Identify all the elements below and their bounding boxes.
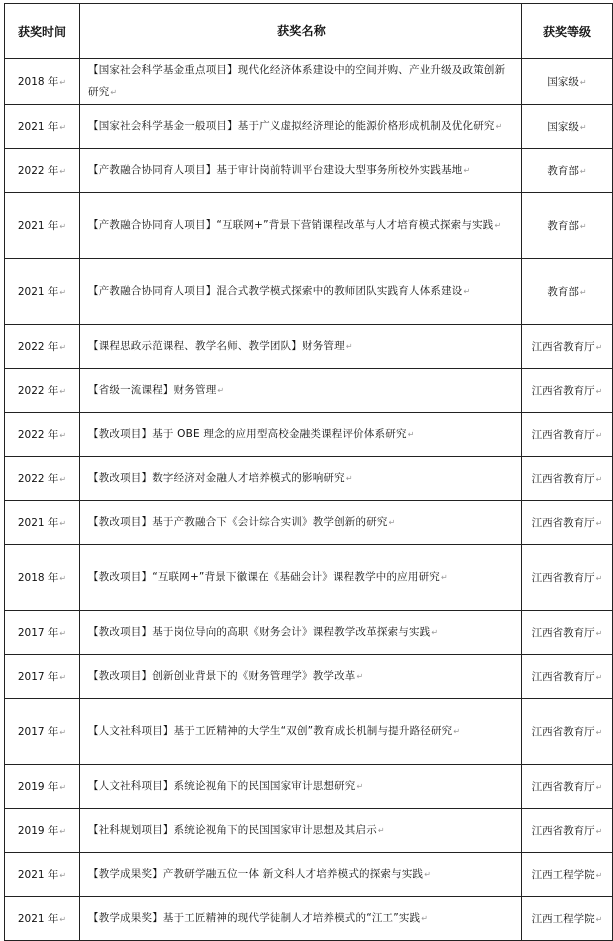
award-time [5,413,80,457]
award-time [5,501,80,545]
return-mark: ↵ [595,431,603,440]
table-row [5,193,613,259]
return-mark: ↵ [431,628,439,637]
award-level [522,149,613,193]
return-mark: ↵ [356,672,364,681]
award-level [522,611,613,655]
table-row [5,149,613,193]
return-mark: ↵ [59,574,67,583]
table-row [5,897,613,941]
table-row [5,853,613,897]
return-mark: ↵ [463,166,471,175]
table-row [5,765,613,809]
return-mark: ↵ [494,221,502,230]
award-name-text: 【教学成果奖】产教研学融五位一体 新文科人才培养模式的探索与实践 [88,868,424,880]
award-level-text: 国家级 [547,76,579,88]
return-mark: ↵ [595,387,603,396]
return-mark: ↵ [407,430,415,439]
award-time [5,853,80,897]
return-mark: ↵ [59,387,67,396]
award-level [522,853,613,897]
award-time-text: 2021 年 [17,220,59,232]
award-name [80,105,522,149]
award-name-text: 【省级一流课程】财务管理 [88,384,217,396]
return-mark: ↵ [595,915,603,924]
award-name-text: 【人文社科项目】基于工匠精神的大学生“双创”教育成长机制与提升路径研究 [88,725,453,737]
award-time-text: 2018 年 [17,572,59,584]
table-row [5,611,613,655]
return-mark: ↵ [59,222,67,231]
award-level-text: 江西省教育厅 [531,517,595,529]
award-name [80,699,522,765]
return-mark: ↵ [59,827,67,836]
return-mark: ↵ [595,728,603,737]
return-mark: ↵ [579,222,587,231]
award-name-text: 【国家社会科学基金一般项目】基于广义虚拟经济理论的能源价格形成机制及优化研究 [88,120,495,132]
award-time [5,611,80,655]
table-body [5,59,613,941]
table-row [5,501,613,545]
award-name-text: 【社科规划项目】系统论视角下的民国国家审计思想及其启示 [88,824,377,836]
return-mark: ↵ [377,826,385,835]
return-mark: ↵ [421,914,429,923]
return-mark: ↵ [579,288,587,297]
award-time [5,369,80,413]
award-name [80,325,522,369]
return-mark: ↵ [345,474,353,483]
award-name [80,655,522,699]
return-mark: ↵ [595,783,603,792]
award-name-text: 【教改项目】“互联网+”背景下徽课在《基础会计》课程教学中的应用研究 [88,571,440,583]
award-time-text: 2021 年 [17,913,59,925]
return-mark: ↵ [59,629,67,638]
award-name [80,149,522,193]
award-time [5,809,80,853]
award-level [522,457,613,501]
award-name-text: 【产教融合协同育人项目】基于审计岗前特训平台建设大型事务所校外实践基地 [88,164,463,176]
award-name [80,501,522,545]
return-mark: ↵ [59,431,67,440]
award-level [522,699,613,765]
award-time-text: 2022 年 [17,341,59,353]
award-time [5,765,80,809]
award-name [80,809,522,853]
return-mark: ↵ [595,871,603,880]
return-mark: ↵ [579,78,587,87]
return-mark: ↵ [59,783,67,792]
return-mark: ↵ [440,573,448,582]
award-name [80,369,522,413]
award-name-text: 【教改项目】数字经济对金融人才培养模式的影响研究 [88,472,345,484]
table-row [5,325,613,369]
award-time-text: 2017 年 [17,726,59,738]
award-time-text: 2017 年 [17,627,59,639]
award-time [5,59,80,105]
header-level: 获奖等级 [522,4,613,59]
award-time-text: 2021 年 [17,286,59,298]
award-name [80,765,522,809]
award-level-text: 江西省教育厅 [531,671,595,683]
award-level-text: 江西省教育厅 [531,572,595,584]
award-name-text: 【产教融合协同育人项目】混合式教学模式探索中的教师团队实践育人体系建设 [88,285,463,297]
award-name [80,611,522,655]
award-level-text: 教育部 [547,220,579,232]
award-level [522,501,613,545]
return-mark: ↵ [59,475,67,484]
award-time-text: 2019 年 [17,825,59,837]
award-level [522,545,613,611]
header-row [5,4,613,59]
award-level-text: 江西省教育厅 [531,627,595,639]
return-mark: ↵ [59,343,67,352]
award-time-text: 2018 年 [17,76,59,88]
header-name: 获奖名称 [80,4,522,59]
award-level-text: 江西省教育厅 [531,429,595,441]
table-row [5,369,613,413]
award-level [522,259,613,325]
award-level-text: 江西省教育厅 [531,341,595,353]
award-name [80,853,522,897]
award-time-text: 2021 年 [17,869,59,881]
award-time [5,325,80,369]
return-mark: ↵ [595,673,603,682]
award-level [522,765,613,809]
award-name [80,193,522,259]
return-mark: ↵ [110,88,118,97]
table-row [5,259,613,325]
award-time-text: 2022 年 [17,165,59,177]
award-name [80,259,522,325]
award-time [5,699,80,765]
award-name-text: 【教改项目】基于岗位导向的高职《财务会计》课程教学改革探索与实践 [88,626,431,638]
award-level-text: 教育部 [547,286,579,298]
return-mark: ↵ [579,167,587,176]
award-time [5,259,80,325]
award-level [522,897,613,941]
return-mark: ↵ [424,870,432,879]
award-name-text: 【课程思政示范课程、教学名师、教学团队】财务管理 [88,340,345,352]
award-level [522,809,613,853]
award-level-text: 江西省教育厅 [531,825,595,837]
award-time [5,105,80,149]
award-time [5,897,80,941]
return-mark: ↵ [59,915,67,924]
table-row [5,699,613,765]
award-time-text: 2022 年 [17,385,59,397]
award-time [5,149,80,193]
award-level-text: 江西工程学院 [531,913,595,925]
return-mark: ↵ [595,629,603,638]
award-level [522,105,613,149]
return-mark: ↵ [59,728,67,737]
table-row [5,457,613,501]
return-mark: ↵ [463,287,471,296]
header-time: 获奖时间 [5,4,80,59]
return-mark: ↵ [453,727,461,736]
award-name [80,59,522,105]
award-time-text: 2022 年 [17,429,59,441]
return-mark: ↵ [59,167,67,176]
table-row [5,545,613,611]
return-mark: ↵ [595,827,603,836]
award-time [5,655,80,699]
return-mark: ↵ [59,871,67,880]
award-level-text: 教育部 [547,165,579,177]
award-name-text: 【人文社科项目】系统论视角下的民国国家审计思想研究 [88,780,356,792]
award-time-text: 2017 年 [17,671,59,683]
return-mark: ↵ [595,519,603,528]
awards-table [4,3,613,941]
award-level-text: 江西省教育厅 [531,473,595,485]
award-name-text: 【教改项目】基于产教融合下《会计综合实训》教学创新的研究 [88,516,388,528]
return-mark: ↵ [595,343,603,352]
award-level [522,655,613,699]
table-row [5,809,613,853]
return-mark: ↵ [59,78,67,87]
table-row [5,655,613,699]
award-name-text: 【教改项目】创新创业背景下的《财务管理学》教学改革 [88,670,356,682]
return-mark: ↵ [595,475,603,484]
award-time [5,457,80,501]
award-name [80,545,522,611]
award-level-text: 国家级 [547,121,579,133]
award-level [522,369,613,413]
table-row [5,105,613,149]
table-row [5,59,613,105]
award-level [522,325,613,369]
award-time [5,545,80,611]
table-row [5,413,613,457]
award-time-text: 2022 年 [17,473,59,485]
award-name [80,413,522,457]
award-level [522,413,613,457]
return-mark: ↵ [495,122,503,131]
award-name-text: 【国家社会科学基金重点项目】现代化经济体系建设中的空间并购、产业升级及政策创新研究 [88,64,506,98]
return-mark: ↵ [59,288,67,297]
award-time-text: 2021 年 [17,517,59,529]
award-name [80,897,522,941]
return-mark: ↵ [59,519,67,528]
return-mark: ↵ [595,574,603,583]
award-time-text: 2021 年 [17,121,59,133]
award-level-text: 江西工程学院 [531,869,595,881]
return-mark: ↵ [59,673,67,682]
return-mark: ↵ [59,123,67,132]
award-level [522,59,613,105]
award-name-text: 【教学成果奖】基于工匠精神的现代学徒制人才培养模式的“江工”实践 [88,912,421,924]
award-time [5,193,80,259]
award-level [522,193,613,259]
award-level-text: 江西省教育厅 [531,385,595,397]
return-mark: ↵ [388,518,396,527]
award-level-text: 江西省教育厅 [531,726,595,738]
return-mark: ↵ [356,782,364,791]
award-name [80,457,522,501]
award-level-text: 江西省教育厅 [531,781,595,793]
award-name-text: 【产教融合协同育人项目】“互联网+”背景下营销课程改革与人才培育模式探索与实践 [88,219,494,231]
return-mark: ↵ [217,386,225,395]
award-time-text: 2019 年 [17,781,59,793]
award-name-text: 【教改项目】基于 OBE 理念的应用型高校金融类课程评价体系研究 [88,428,407,440]
return-mark: ↵ [345,342,353,351]
return-mark: ↵ [579,123,587,132]
